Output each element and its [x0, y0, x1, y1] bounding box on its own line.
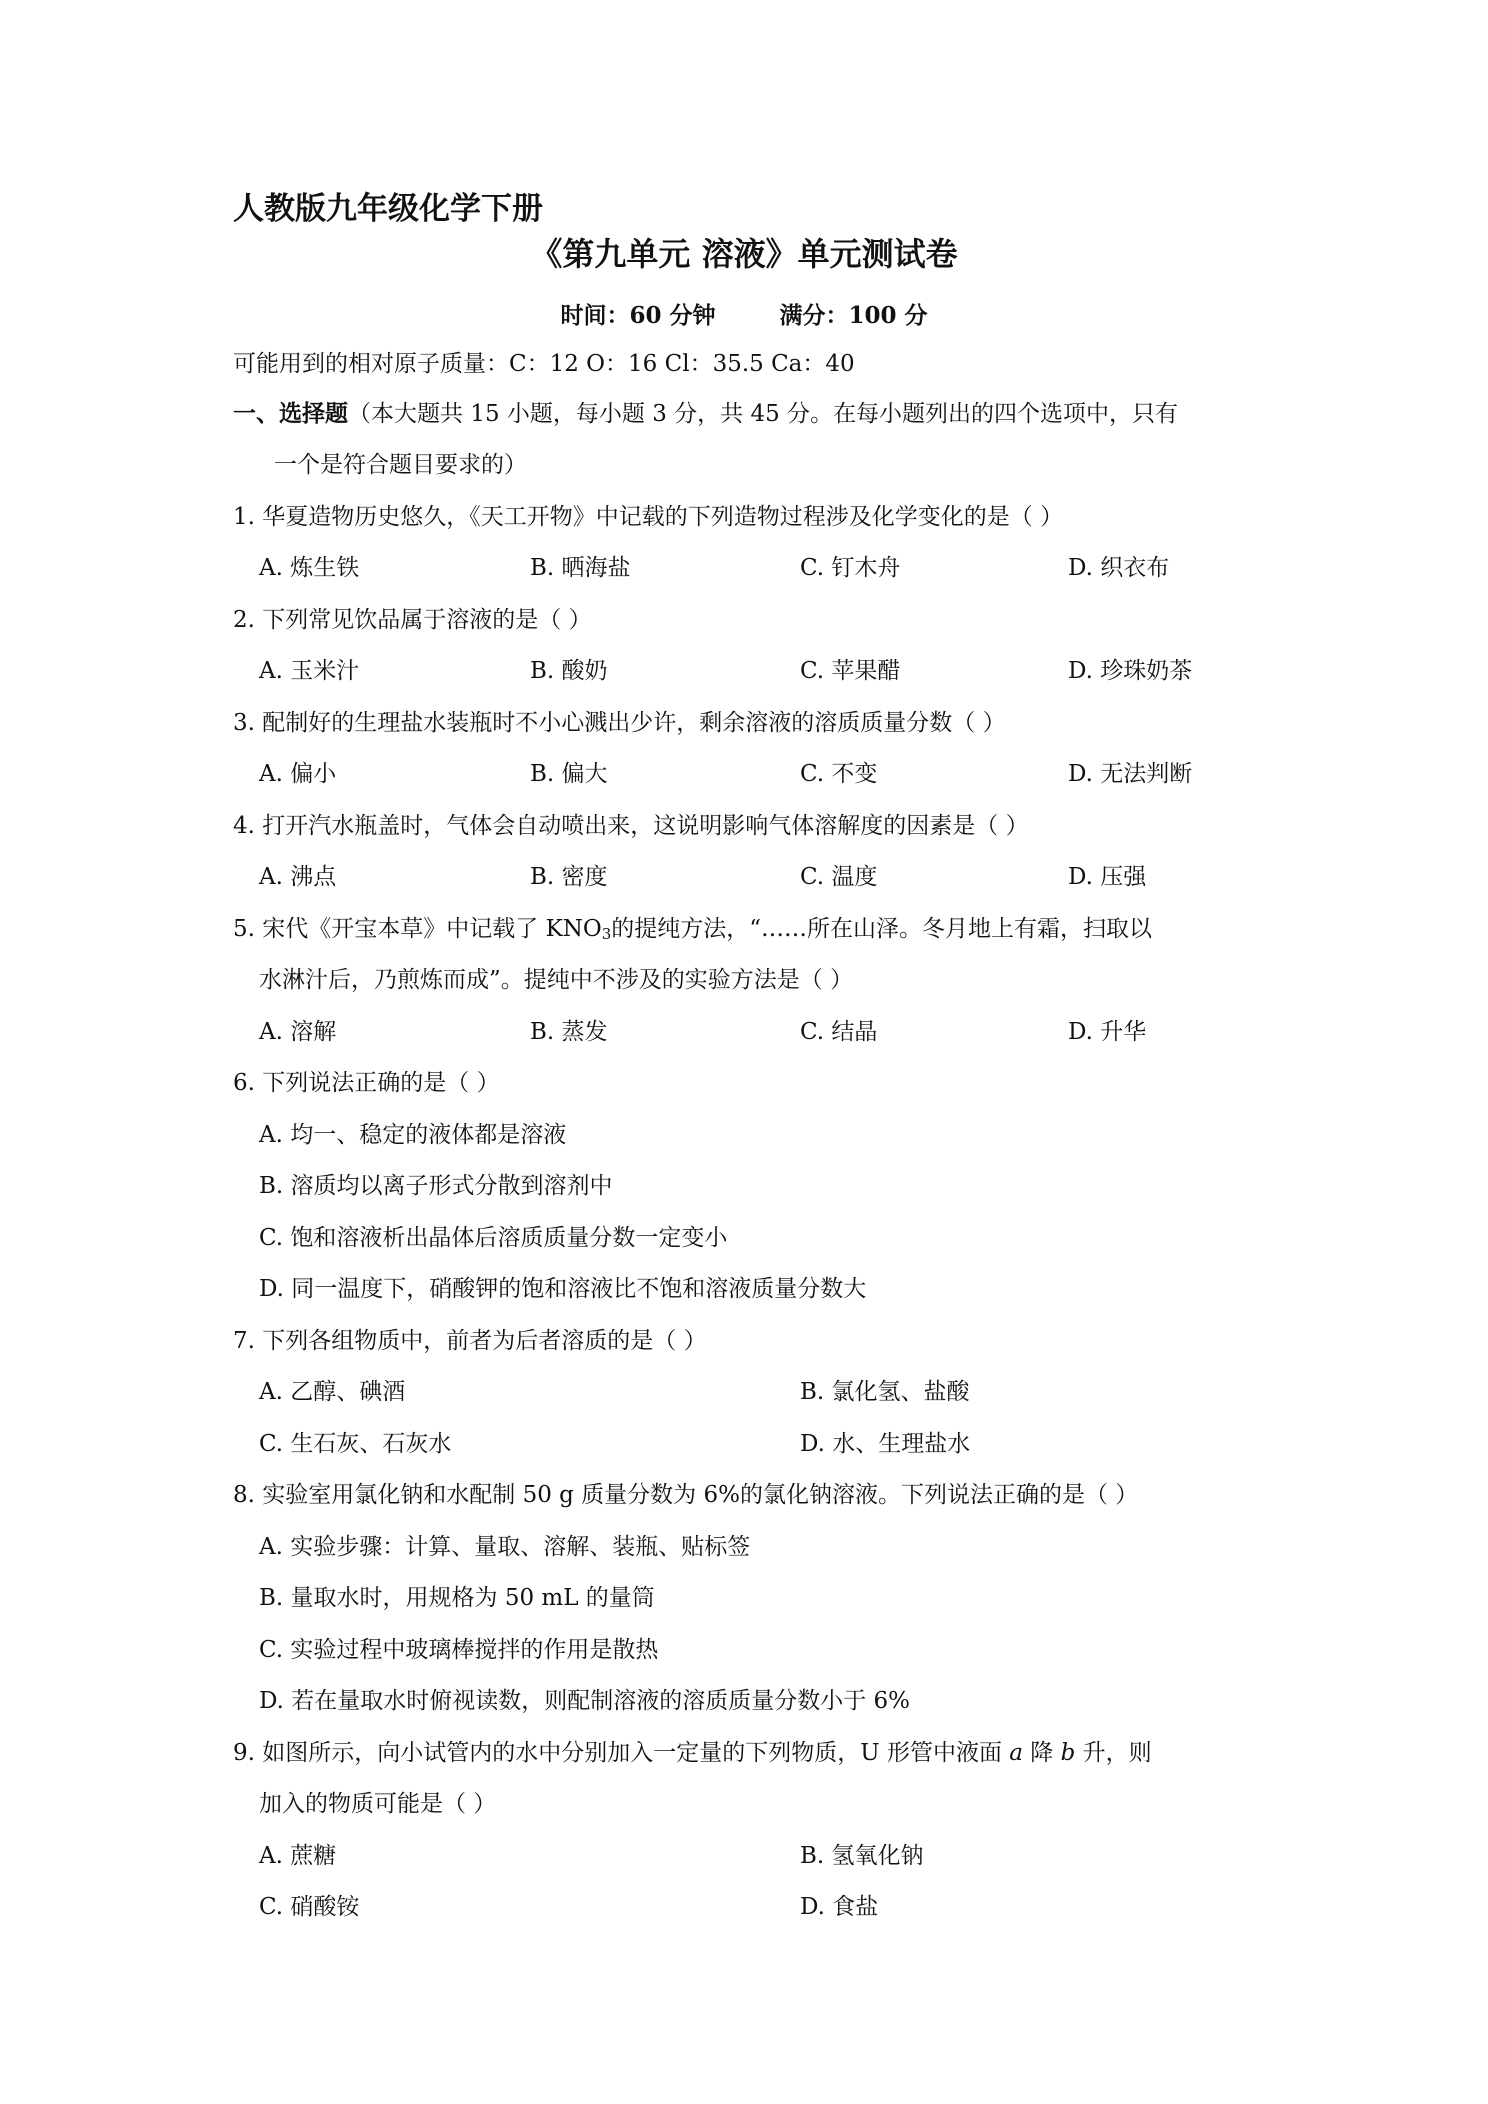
q4-option-b: B. 密度 [530, 864, 608, 890]
time-limit: 时间：60 分钟 [560, 302, 716, 329]
section-desc-1: （本大题共 15 小题，每小题 3 分，共 45 分。在每小题列出的四个选项中，只有 [348, 401, 1179, 427]
q1-option-d: D. 织衣布 [1068, 555, 1170, 581]
q3-option-d: D. 无法判断 [1068, 761, 1193, 787]
q6-option-b: B. 溶质均以离子形式分散到溶剂中 [259, 1173, 613, 1199]
q4-option-a: A. 沸点 [259, 864, 337, 890]
q2-option-c: C. 苹果醋 [800, 658, 901, 684]
q8-option-c: C. 实验过程中玻璃棒搅拌的作用是散热 [259, 1637, 659, 1663]
atomic-masses: 可能用到的相对原子质量：C：12 O：16 Cl：35.5 Ca：40 [233, 351, 855, 377]
q9-option-b: B. 氢氧化钠 [800, 1843, 924, 1869]
full-score: 满分：100 分 [779, 302, 928, 329]
question-7-stem: 7. 下列各组物质中，前者为后者溶质的是（ ） [233, 1328, 707, 1354]
question-1-stem: 1. 华夏造物历史悠久，《天工开物》中记载的下列造物过程涉及化学变化的是（ ） [233, 504, 1064, 530]
q9-var-b: b [1060, 1740, 1076, 1766]
section-desc-2: 一个是符合题目要求的） [274, 452, 527, 478]
question-2-stem: 2. 下列常见饮品属于溶液的是（ ） [233, 607, 592, 633]
q8-option-b: B. 量取水时，用规格为 50 mL 的量筒 [259, 1585, 655, 1611]
section-heading [233, 398, 1178, 430]
question-9-stem [233, 1737, 1152, 1769]
q9-option-d: D. 食盐 [800, 1894, 879, 1920]
q1-option-a: A. 炼生铁 [259, 555, 360, 581]
time-score-line [0, 297, 1488, 330]
q2-option-a: A. 玉米汁 [259, 658, 360, 684]
q5-subscript: 3 [601, 925, 612, 943]
q5-option-d: D. 升华 [1068, 1019, 1147, 1045]
q2-option-d: D. 珍珠奶茶 [1068, 658, 1193, 684]
q9-stem-part-a: 9. 如图所示，向小试管内的水中分别加入一定量的下列物质，U 形管中液面 [233, 1740, 1010, 1766]
page-title: 《第九单元 溶液》单元测试卷 [530, 235, 958, 273]
q9-stem-part-b: 降 [1022, 1740, 1061, 1766]
q8-option-a: A. 实验步骤：计算、量取、溶解、装瓶、贴标签 [259, 1534, 751, 1560]
question-5-stem [233, 913, 1152, 950]
q7-option-c: C. 生石灰、石灰水 [259, 1431, 452, 1457]
q5-stem-part-b: 的提纯方法，“……所在山泽。冬月地上有霜，扫取以 [611, 916, 1153, 942]
q9-stem-part-c: 升，则 [1075, 1740, 1152, 1766]
question-6-stem: 6. 下列说法正确的是（ ） [233, 1070, 500, 1096]
question-9-stem-2: 加入的物质可能是（ ） [259, 1791, 497, 1817]
question-3-stem: 3. 配制好的生理盐水装瓶时不小心溅出少许，剩余溶液的溶质质量分数（ ） [233, 710, 1006, 736]
q5-option-a: A. 溶解 [259, 1019, 337, 1045]
q3-option-a: A. 偏小 [259, 761, 337, 787]
q7-option-d: D. 水、生理盐水 [800, 1431, 971, 1457]
q9-option-c: C. 硝酸铵 [259, 1894, 360, 1920]
q7-option-b: B. 氯化氢、盐酸 [800, 1379, 970, 1405]
q6-option-a: A. 均一、稳定的液体都是溶液 [259, 1122, 567, 1148]
question-5-stem-2: 水淋汁后，乃煎炼而成”。提纯中不涉及的实验方法是（ ） [259, 967, 854, 993]
q1-option-b: B. 晒海盐 [530, 555, 631, 581]
q2-option-b: B. 酸奶 [530, 658, 608, 684]
q3-option-c: C. 不变 [800, 761, 878, 787]
q9-option-a: A. 蔗糖 [259, 1843, 337, 1869]
q3-option-b: B. 偏大 [530, 761, 608, 787]
q5-option-b: B. 蒸发 [530, 1019, 608, 1045]
q9-var-a: a [1009, 1740, 1023, 1766]
question-4-stem: 4. 打开汽水瓶盖时，气体会自动喷出来，这说明影响气体溶解度的因素是（ ） [233, 813, 1029, 839]
q6-option-d: D. 同一温度下，硝酸钾的饱和溶液比不饱和溶液质量分数大 [259, 1276, 867, 1302]
publisher-line: 人教版九年级化学下册 [233, 191, 543, 227]
q5-stem-part-a: 5. 宋代《开宝本草》中记载了 KNO [233, 916, 602, 942]
section-label: 一、选择题 [233, 400, 348, 427]
question-8-stem: 8. 实验室用氯化钠和水配制 50 g 质量分数为 6%的氯化钠溶液。下列说法正确的是（ ） [233, 1482, 1139, 1508]
q1-option-c: C. 钉木舟 [800, 555, 901, 581]
q5-option-c: C. 结晶 [800, 1019, 878, 1045]
q7-option-a: A. 乙醇、碘酒 [259, 1379, 406, 1405]
q4-option-c: C. 温度 [800, 864, 878, 890]
q4-option-d: D. 压强 [1068, 864, 1147, 890]
q8-option-d: D. 若在量取水时俯视读数，则配制溶液的溶质质量分数小于 6% [259, 1688, 911, 1714]
q6-option-c: C. 饱和溶液析出晶体后溶质质量分数一定变小 [259, 1225, 728, 1251]
